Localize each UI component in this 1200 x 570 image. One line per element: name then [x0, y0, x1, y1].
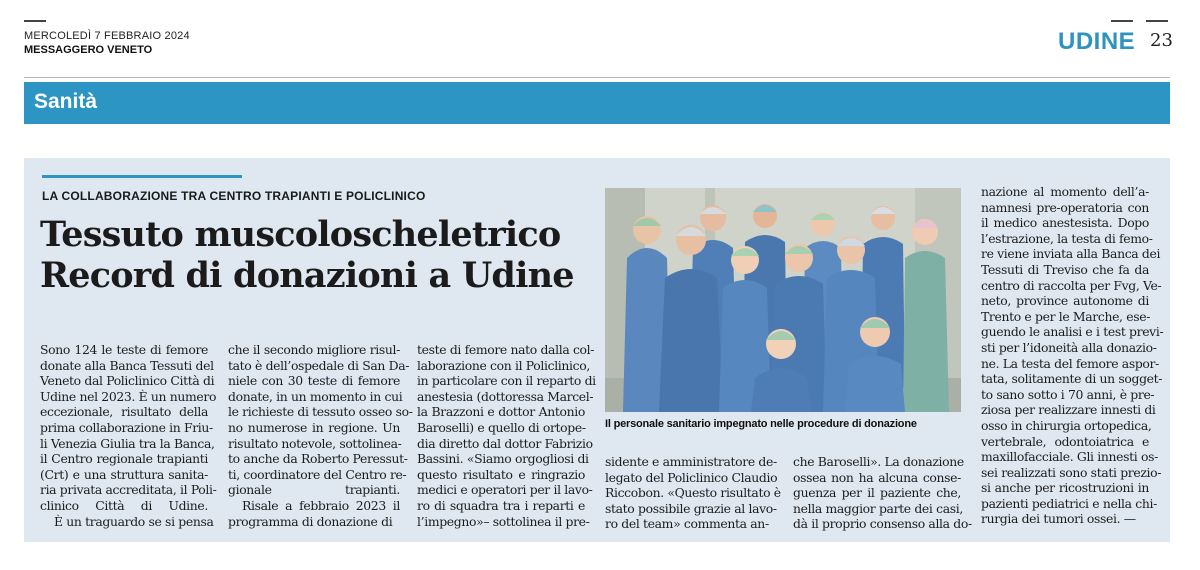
- article-accent-rule: [42, 175, 242, 178]
- article-text-line: che il secondo migliore risul-: [228, 342, 400, 357]
- team-photo-illustration: [605, 188, 961, 412]
- article-text-line: ro del team» commenta an-: [605, 516, 769, 532]
- article-column-5: [793, 454, 972, 532]
- article-text-line: sti per l’idoneità alla donazio-: [981, 339, 1157, 355]
- article-text-line: eccezionale, risultato della: [40, 404, 208, 420]
- article-box: [24, 158, 1170, 542]
- article-text-line: no numerose in regione. Un: [228, 419, 400, 435]
- article-column-2: [228, 342, 413, 529]
- article-headline: [40, 214, 600, 296]
- article-text-line: ziosa per realizzare innesti di: [981, 402, 1156, 418]
- article-text-line: ne. La testa del femore aspor-: [981, 355, 1159, 371]
- article-text-line: Udine nel 2023. È un numero: [40, 388, 217, 404]
- masthead-dash-left: [24, 20, 46, 22]
- article-text-line: niele con 30 teste di femore: [228, 373, 400, 389]
- article-text-line: osso in chirurgia ortopedica,: [981, 417, 1152, 433]
- article-text-line: Bassini. «Siamo orgogliosi di: [417, 451, 589, 467]
- article-photo: [605, 188, 961, 412]
- article-text-line: donate alla Banca Tessuti del: [40, 357, 214, 373]
- article-text-line: guenza per il paziente che,: [793, 485, 961, 501]
- article-text-line: re viene inviata alla Banca dei: [981, 246, 1161, 262]
- masthead-dash-right-1: [1111, 20, 1133, 22]
- article-text-line: questo risultato e ringrazio: [417, 466, 585, 482]
- article-text-line: programma di donazione di: [228, 513, 393, 529]
- article-text-line: Riccobon. «Questo risultato è: [605, 485, 781, 501]
- article-text-line: si anche per ricostruzioni in: [981, 480, 1149, 496]
- article-text-line: Baroselli) e quello di ortope-: [417, 419, 586, 435]
- article-column-1: [40, 342, 217, 529]
- article-text-line: sidente e amministratore de-: [605, 454, 777, 469]
- masthead-city: UDINE: [1058, 28, 1136, 55]
- headline-line-2: Record di donazioni a Udine: [40, 255, 574, 296]
- article-text-line: clinico Città di Udine.: [40, 497, 208, 513]
- article-text-line: risultato notevole, sottolinea-: [228, 435, 402, 451]
- article-text-line: legato del Policlinico Claudio: [605, 469, 778, 485]
- article-text-line: nazione al momento dell’a-: [981, 184, 1149, 199]
- article-column-6: [981, 184, 1164, 527]
- page-number: 23: [1150, 30, 1173, 51]
- section-label: Sanità: [34, 90, 98, 113]
- photo-caption: Il personale sanitario impegnato nelle procedure di donazione: [605, 418, 917, 430]
- article-text-line: vertebrale, odontoiatrica e: [981, 433, 1149, 449]
- article-text-line: neto, province autonome di: [981, 293, 1149, 309]
- article-text-line: Trento e per le Marche, ese-: [981, 308, 1151, 324]
- article-text-line: rurgia dei tumori ossei. —: [981, 511, 1136, 527]
- article-text-line: l’estrazione, la testa di femo-: [981, 230, 1153, 246]
- article-text-line: il medico anestesista. Dopo: [981, 215, 1149, 231]
- article-text-line: la Brazzoni e dottor Antonio: [417, 404, 585, 420]
- article-text-line: maxillofacciale. Gli innesti os-: [981, 449, 1158, 465]
- masthead-date: MERCOLEDÌ 7 FEBBRAIO 2024: [24, 30, 190, 42]
- article-text-line: li Venezia Giulia tra la Banca,: [40, 435, 215, 451]
- article-text-line: nella maggior parte dei casi,: [793, 500, 963, 516]
- article-text-line: che Baroselli». La donazione: [793, 454, 964, 469]
- article-text-line: (Crt) e una struttura sanita-: [40, 466, 208, 482]
- article-text-line: prima collaborazione in Friu-: [40, 419, 213, 435]
- article-text-line: È un traguardo se si pensa: [54, 513, 214, 529]
- article-text-line: in particolare con il reparto di: [417, 373, 596, 389]
- masthead-paper-name: MESSAGGERO VENETO: [24, 44, 153, 56]
- article-text-line: to anche da Roberto Peressut-: [228, 451, 408, 467]
- article-text-line: ti, coordinatore del Centro re-: [228, 466, 407, 482]
- article-text-line: Sono 124 le teste di femore: [40, 342, 208, 357]
- headline-line-1: Tessuto muscoloscheletrico: [40, 214, 561, 255]
- article-column-4: [605, 454, 781, 532]
- article-kicker: LA COLLABORAZIONE TRA CENTRO TRAPIANTI E POLICLINICO: [42, 189, 426, 203]
- section-bar: [24, 82, 1170, 124]
- article-text-line: guendo le analisi e i test previ-: [981, 324, 1164, 340]
- article-text-line: il Centro regionale trapianti: [40, 451, 208, 467]
- article-text-line: anestesia (dottoressa Marcel-: [417, 388, 594, 404]
- article-text-line: stato possibile grazie al lavo-: [605, 500, 777, 516]
- article-text-line: tato è dell’ospedale di San Da-: [228, 357, 410, 373]
- article-text-line: to sano sotto i 70 anni, è pre-: [981, 386, 1155, 402]
- article-text-line: Veneto dal Policlinico Città di: [40, 373, 215, 389]
- article-text-line: l’impegno»– sottolinea il pre-: [417, 513, 590, 529]
- article-text-line: teste di femore nato dalla col-: [417, 342, 595, 357]
- article-text-line: ro di squadra tra i reparti e: [417, 497, 585, 513]
- article-text-line: sei realizzati sono stati prezio-: [981, 464, 1162, 480]
- masthead-dash-right-2: [1146, 20, 1168, 22]
- masthead-rule: [24, 77, 1170, 78]
- article-text-line: dia diretto dal dottor Fabrizio: [417, 435, 593, 451]
- article-text-line: laborazione con il Policlinico,: [417, 357, 590, 373]
- article-text-line: pazienti pediatrici e nella chi-: [981, 495, 1157, 511]
- article-text-line: namnesi pre-operatoria con: [981, 199, 1149, 215]
- article-text-line: tata, solitamente di un sogget-: [981, 371, 1163, 387]
- article-text-line: Risale a febbraio 2023 il: [242, 497, 400, 513]
- article-text-line: Tessuti di Treviso che fa da: [981, 261, 1149, 277]
- article-text-line: le richieste di tessuto osseo so-: [228, 404, 413, 420]
- article-text-line: donate, in un momento in cui: [228, 388, 403, 404]
- article-text-line: dà il proprio consenso alla do-: [793, 516, 972, 532]
- article-text-line: centro di raccolta per Fvg, Ve-: [981, 277, 1162, 293]
- article-text-line: gionale trapianti.: [228, 482, 400, 498]
- article-text-line: medici e operatori per il lavo-: [417, 482, 593, 498]
- article-text-line: ossea non ha alcuna conse-: [793, 469, 961, 485]
- article-column-3: [417, 342, 596, 529]
- article-text-line: ria privata accreditata, il Poli-: [40, 482, 217, 498]
